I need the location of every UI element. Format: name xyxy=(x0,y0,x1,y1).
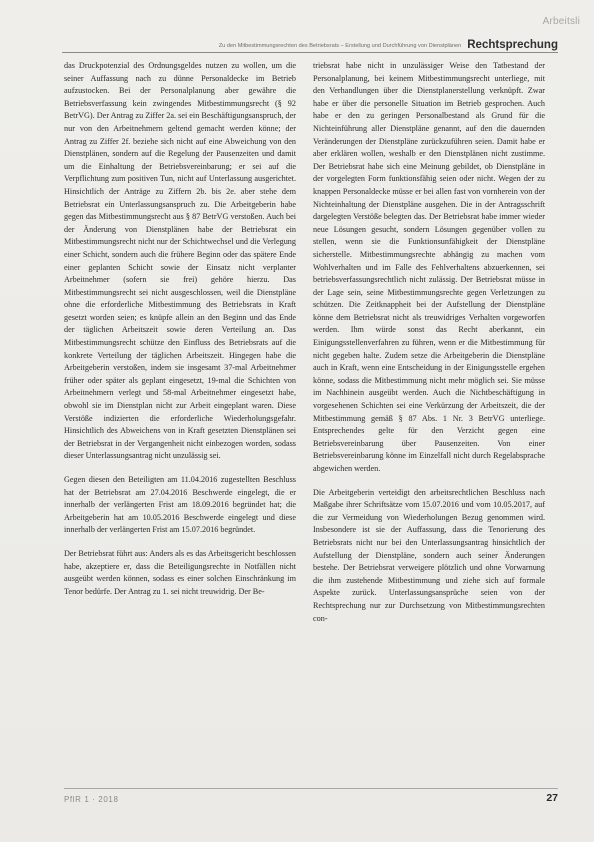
paragraph: triebsrat habe nicht in unzulässiger Weise den Tatbestand der Personalplanung, bei keinem Mitbestimmungsrecht unterliege, mit den Verhandlungen über die Dienstplanerstellung verknüpft. Zwar habe er über die personelle Situation im Betrieb gesprochen. Auch habe er den zu geringen Personalbestand als Grund für die Nichteinführung aller Dienstpläne genannt, auf den die dauernden Veränderungen der Dienstpläne zurückzuführen seien. Damit habe er aber erklären wollen, weshalb er den Dienstplänen nicht zustimme. Der Betriebsrat habe sich eine Meinung gebildet, ob Dienstpläne in der vorgelegten Form funktionsfähig seien oder nicht. Wegen der zu knappen Personaldecke müsse er bei allen fast von vornherein von der Nichteinhaltung der Dienstpläne ausgehen. Die in der Antragsschrift dargelegten Verstöße belegten das. Der Betriebsrat habe immer wieder neue Lösungen gesucht, sondern Lösungen gegenüber vollen zu stellen, wenn sie die Funktionsunfähigkeit der Dienstpläne sicherstelle. Mitbestimmungsrechte abhängig zu machen vom Wohlverhalten und im Falle des Fehlverhaltens abzuerkennen, sei betriebsverfassungsrechtlich nicht zulässig. Der Betriebsrat müsse in der Lage sein, seine Mitbestimmungsrechte gegen Verletzungen zu schützen. Die Zeitknappheit bei der Aufstellung der Dienstpläne könne dem Betriebsrat nicht als treuwidriges Verhalten vorgeworfen werden. Ihm würde sonst das Recht aberkannt, ein Einigungsstellenverfahren zu führen, wenn er die Mitbestimmung für nicht gegeben halte. Zudem setze die Arbeitgeberin die Dienstpläne auch in Kraft, wenn eine Entscheidung in der Einigungsstelle ergehen könne, sodass die Mitbestimmung nicht mehr möglich sei. Sie müsse im Nachhinein ausgeübt werden. Auch die Nichtbeschäftigung in vorgesehenen Schichten sei eine Verkürzung der Arbeitszeit, die der Mitbestimmung gemäß § 87 Abs. 1 Nr. 3 BetrVG unterliege. Entsprechendes gelte für den Verzicht gegen eine Betriebsvereinbarung über Pausenzeiten. Von einer Betriebsvereinbarung könne im Einzelfall nicht durch Regelabsprache abgewichen werden. xyxy=(313,61,545,473)
paragraph: Die Arbeitgeberin verteidigt den arbeitsrechtlichen Beschluss nach Maßgabe ihrer Schriftsätze vom 15.07.2016 und vom 10.05.2017, auf die zur Vermeidung von Wiederholungen Bezug genommen wird. Insbesondere ist sie der Auffassung, dass die Tenorierung des Betriebsrats nicht nur bei den Unterlassungsantrag hinsichtlich der Aufstellung der Dienstpläne, sondern auch seiner Änderungen bestehe. Der Betriebsrat verweigere plötzlich und ohne Vorwarnung die ihm zustehende Mitbestimmung und ziehe sich auf formale Aspekte zurück. Unterlassungsansprüche seien von der Rechtsprechung nur zur Durchsetzung von Mitbestimmungsrechten con- xyxy=(313,487,545,623)
page-number: 27 xyxy=(546,792,558,804)
paragraph: das Druckpotenzial des Ordnungsgeldes nutzen zu wollen, um die seiner Auffassung nach zu dünne Personaldecke im Betrieb aufzustocken. Bei der Personalplanung aber gewähre die Betriebsverfassung kein zwingendes Mitbestimmungsrecht (§ 92 BetrVG). Der Antrag zu Ziffer 2a. sei ein Beschäftigungsanspruch, der nur von den Arbeitnehmern geltend gemacht werden könne; der Antrag zu Ziffer 2f. beziehe sich nicht auf eine Abweichung von den Dienstplänen, sondern auf die Regelung der Pausenzeiten und damit um die Einhaltung der Betriebsvereinbarung; er sei auf die Verpflichtung zum positiven Tun, nicht auf Unterlassung ausgerichtet. Hinsichtlich der Anträge zu Ziffern 2b. bis 2e. aber stehe dem Betriebsrat ein Unterlassungsanspruch zu. Die Arbeitgeberin habe gegen das Mitbestimmungsrecht aus § 87 BetrVG verstoßen. Auch bei der Änderung von Dienstplänen habe der Betriebsrat ein Mitbestimmungsrecht nicht nur der Schichtwechsel und die Verlegung einer Schicht, sondern auch die frühere Beginn oder das spätere Ende einer geplanten Schicht sowie der Einsatz nicht verplanter Arbeitnehmer (sofern sie frei) gehöre hierzu. Das Mitbestimmungsrecht sei nicht ausgeschlossen, weil die Dienstpläne ohne die erforderliche Mitbestimmung des Betriebsrats in Kraft gesetzt worden seien; es knüpfe allein an den Beginn und das Ende der täglichen Arbeitszeit sowie deren Verteilung an. Das Mitbestimmungsrecht schütze den Einfluss des Betriebsrats auf die konkrete Verteilung der täglichen Arbeitszeit. Hingegen habe die Arbeitgeberin verstoßen, indem sie insgesamt 37-mal Arbeitnehmer früher oder später als geplant eingesetzt, 19-mal die Schichten von Arbeitnehmern verlegt und 58-mal Arbeitnehmer eingesetzt habe, obwohl sie im Dienstplan nicht zur Arbeit eingeplant waren. Diese Verstöße indizierten die erforderliche Wiederholungsgefahr. Hinsichtlich des Abweichens von in Kraft gesetzten Dienstplänen sei der Betriebsrat in der Vergangenheit nicht einbezogen worden, sodass dieser Unterlassungsantrag nicht unzulässig sei. xyxy=(64,61,296,461)
page-footer xyxy=(64,788,558,804)
page-header xyxy=(62,36,558,53)
running-title: Zu den Mitbestimmungsrechten des Betriebsrats – Erstellung und Durchführung von Dienstplänen xyxy=(218,43,462,49)
paragraph: Gegen diesen den Beteiligten am 11.04.2016 zugestellten Beschluss hat der Betriebsrat am 27.04.2016 Beschwerde eingelegt, die er innerhalb der verlängerten Frist am 18.09.2016 begründet hat; die Arbeitgeberin hat am 10.05.2016 Beschwerde eingelegt und diese innerhalb der verlängerten Frist am 15.07.2016 begründet. xyxy=(64,475,296,535)
paragraph: Der Betriebsrat führt aus: Anders als es das Arbeitsgericht beschlossen habe, akzeptiere er, dass die Beteiligungsrechte in Notfällen nicht ausgeübt werden können, sodass es einer solchen Einschränkung im Tenor bedürfe. Der Antrag zu 1. sei nicht treuwidrig. Der Be- xyxy=(64,548,296,596)
left-column xyxy=(64,60,296,609)
section-tag: Arbeitsli xyxy=(542,16,580,27)
journal-citation: PflR 1 · 2018 xyxy=(64,795,119,804)
section-heading: Rechtsprechung xyxy=(467,39,558,51)
right-column xyxy=(313,60,545,636)
